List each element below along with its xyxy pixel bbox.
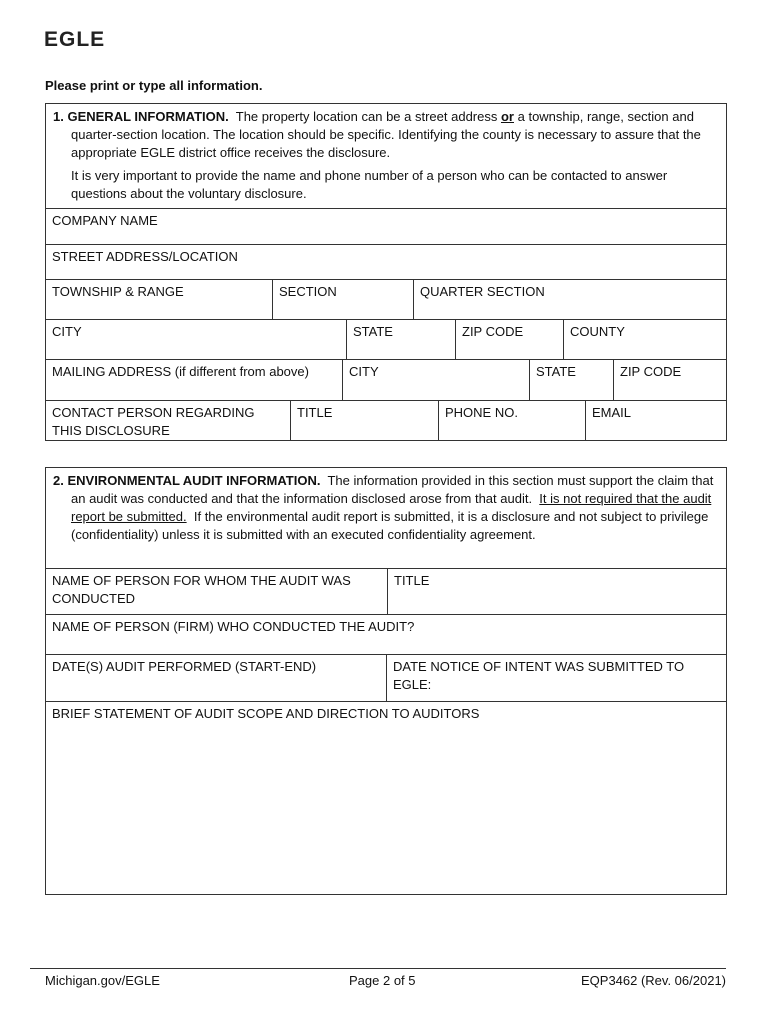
- row-contact: [46, 400, 726, 441]
- city-label: CITY: [52, 324, 82, 339]
- quarter-section-label: QUARTER SECTION: [420, 284, 545, 299]
- audit-dates-label: DATE(S) AUDIT PERFORMED (START-END): [52, 659, 317, 674]
- mailing-city-field[interactable]: [342, 360, 529, 400]
- mailing-address-field[interactable]: [46, 360, 342, 400]
- state-label: STATE: [353, 324, 393, 339]
- phone-field[interactable]: [438, 401, 585, 441]
- section2-text-underlined: It is not required that the audit report be submitted.: [71, 491, 712, 524]
- row-scope: [46, 701, 726, 894]
- row-audit-for: [46, 568, 726, 614]
- street-address-field[interactable]: [46, 245, 726, 279]
- audit-dates-field[interactable]: [46, 655, 386, 701]
- mailing-zip-label: ZIP CODE: [620, 364, 682, 379]
- company-name-field[interactable]: [46, 209, 726, 244]
- audit-title-label: TITLE: [394, 573, 430, 588]
- notice-date-label: DATE NOTICE OF INTENT WAS SUBMITTED TO EGLE:: [393, 659, 685, 692]
- egle-logo: [44, 28, 108, 50]
- audit-for-label: NAME OF PERSON FOR WHOM THE AUDIT WAS CONDUCTED: [52, 573, 351, 606]
- svg-text:EGLE: EGLE: [44, 28, 106, 50]
- email-label: EMAIL: [592, 405, 632, 420]
- contact-person-label: CONTACT PERSON REGARDING THIS DISCLOSURE: [52, 405, 255, 438]
- section1-heading: GENERAL INFORMATION.: [67, 109, 229, 124]
- title-label: TITLE: [297, 405, 333, 420]
- section2-text-b: If the environmental audit report is submitted, it is a disclosure and not subject to privilege (confidentiality) unless it is submitted with an executed confidentiality agreement.: [71, 509, 709, 542]
- quarter-section-field[interactable]: [413, 280, 726, 319]
- section-environmental-audit: [45, 467, 727, 895]
- section1-text-a: The property location can be a street address: [235, 109, 498, 124]
- instruction-text: Please print or type all information.: [45, 78, 263, 93]
- email-field[interactable]: [585, 401, 726, 441]
- audit-by-label: NAME OF PERSON (FIRM) WHO CONDUCTED THE AUDIT?: [52, 619, 415, 634]
- section1-text2: It is very important to provide the name and phone number of a person who can be contacted to answer questions about the voluntary disclosure.: [71, 168, 668, 201]
- section1-intro: [53, 108, 721, 203]
- scope-field[interactable]: [46, 702, 726, 894]
- row-company-name: [46, 208, 726, 244]
- township-range-label: TOWNSHIP & RANGE: [52, 284, 184, 299]
- title-field[interactable]: [290, 401, 438, 441]
- section2-intro: [53, 472, 731, 544]
- footer-website[interactable]: Michigan.gov/EGLE: [45, 973, 160, 988]
- street-address-label: STREET ADDRESS/LOCATION: [52, 249, 238, 264]
- row-mailing: [46, 359, 726, 400]
- footer-page-number: Page 2 of 5: [349, 973, 416, 988]
- section2-text-a: The information provided in this section must support the claim that an audit was conducted and that the information disclosed arose from that audit.: [71, 473, 714, 506]
- row-street-address: [46, 244, 726, 279]
- section2-number: 2.: [53, 473, 64, 488]
- mailing-state-field[interactable]: [529, 360, 613, 400]
- row-audit-by: [46, 614, 726, 654]
- phone-label: PHONE NO.: [445, 405, 518, 420]
- audit-by-field[interactable]: [46, 615, 726, 654]
- zip-code-field[interactable]: [455, 320, 563, 359]
- footer-form-number: EQP3462 (Rev. 06/2021): [580, 973, 726, 988]
- notice-date-field[interactable]: [386, 655, 726, 701]
- section2-heading: ENVIRONMENTAL AUDIT INFORMATION.: [67, 473, 321, 488]
- city-field[interactable]: [46, 320, 346, 359]
- company-name-label: COMPANY NAME: [52, 213, 158, 228]
- section1-text-b: a township, range, section and quarter-section location. The location should be specific. Identifying the county is necessary to assure that the appropriate EGLE district office receives the disclosure.: [71, 109, 701, 160]
- section-general-information: [45, 103, 727, 441]
- county-field[interactable]: [563, 320, 726, 359]
- township-range-field[interactable]: [46, 280, 272, 319]
- row-township: [46, 279, 726, 319]
- mailing-address-label: MAILING ADDRESS (if different from above): [52, 364, 309, 379]
- audit-title-field[interactable]: [387, 569, 726, 614]
- scope-label: BRIEF STATEMENT OF AUDIT SCOPE AND DIRECTION TO AUDITORS: [52, 706, 480, 721]
- section-label: SECTION: [279, 284, 337, 299]
- county-label: COUNTY: [570, 324, 625, 339]
- audit-for-field[interactable]: [46, 569, 387, 614]
- zip-code-label: ZIP CODE: [462, 324, 524, 339]
- mailing-city-label: CITY: [349, 364, 379, 379]
- row-dates: [46, 654, 726, 701]
- row-city: [46, 319, 726, 359]
- mailing-zip-field[interactable]: [613, 360, 726, 400]
- section1-text-or: or: [500, 109, 514, 124]
- footer-rule: [30, 968, 726, 969]
- section1-number: 1.: [53, 109, 64, 124]
- contact-person-field[interactable]: [46, 401, 290, 441]
- section-field[interactable]: [272, 280, 413, 319]
- state-field[interactable]: [346, 320, 455, 359]
- mailing-state-label: STATE: [536, 364, 576, 379]
